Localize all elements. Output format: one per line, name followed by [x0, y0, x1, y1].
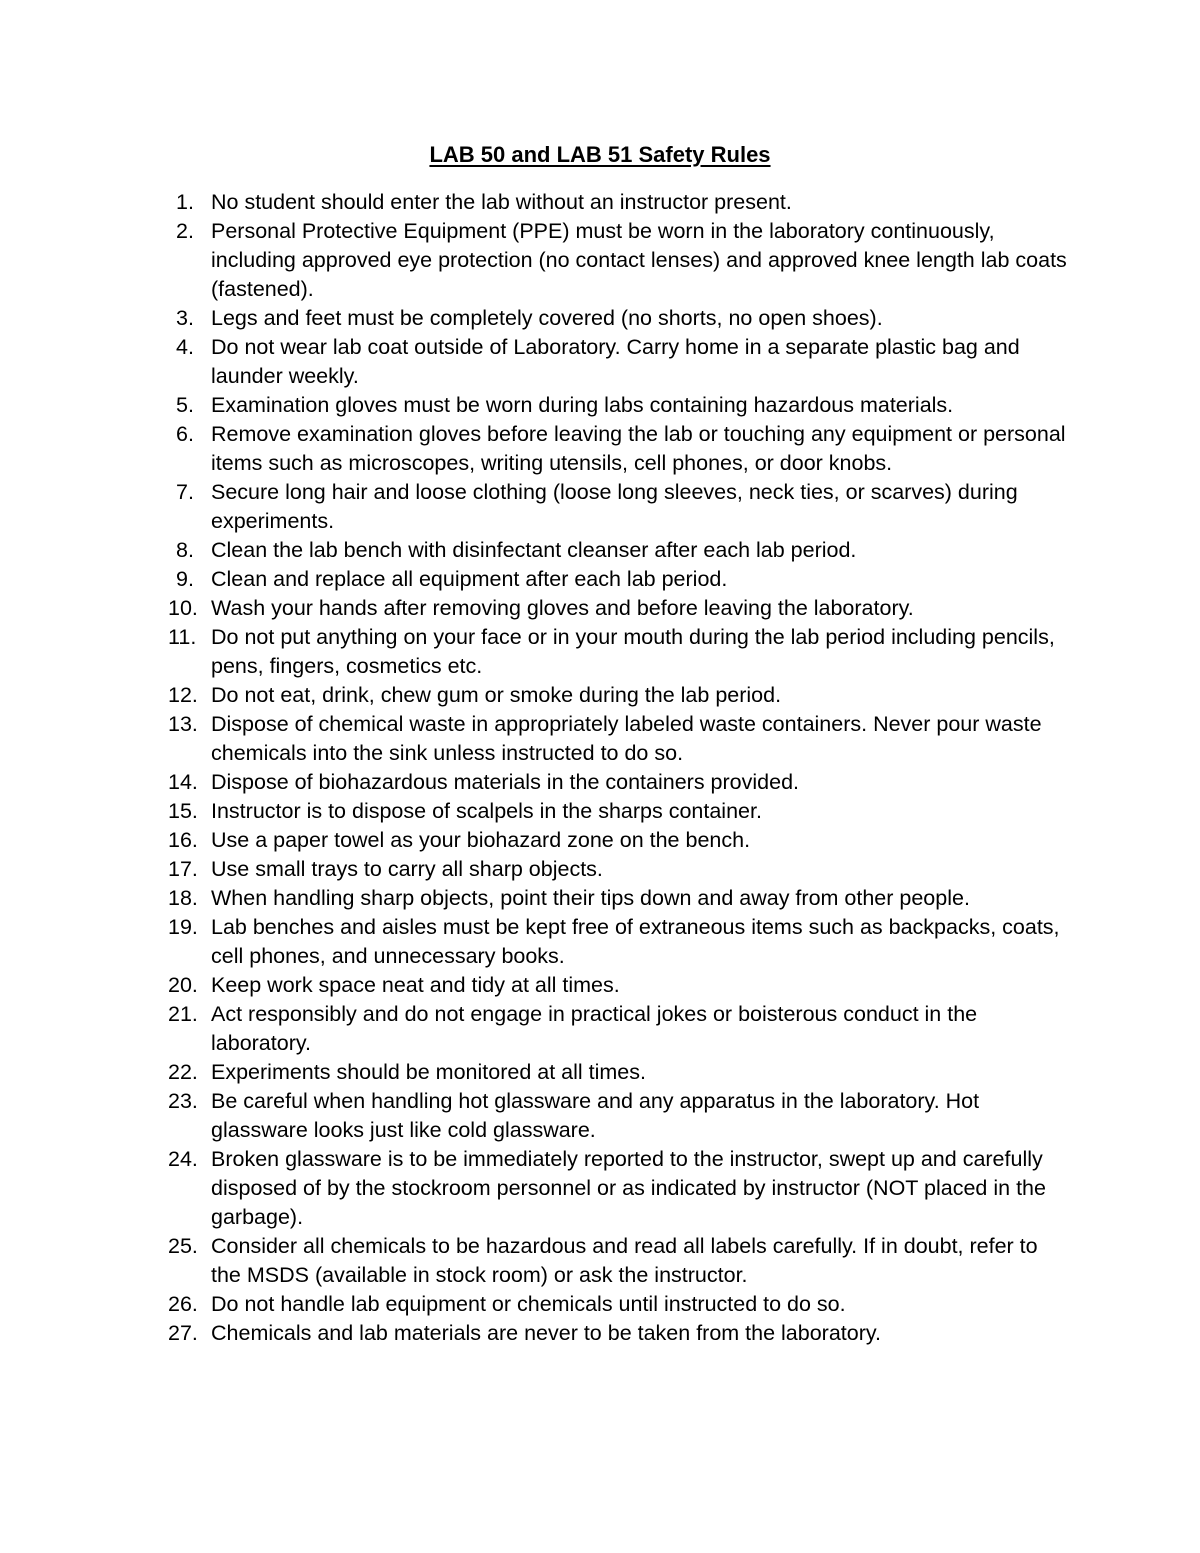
rule-item: [168, 420, 1068, 478]
rule-item: [168, 1232, 1068, 1290]
rule-number: 4.: [176, 335, 194, 359]
rule-number: 20.: [168, 973, 198, 997]
rule-number: 25.: [168, 1234, 198, 1258]
rule-item: [168, 304, 1068, 333]
rule-text: Use a paper towel as your biohazard zone on the bench.: [211, 828, 751, 852]
rule-number: 21.: [168, 1002, 198, 1026]
rule-number: 5.: [176, 393, 194, 417]
rule-number: 13.: [168, 712, 198, 736]
rule-number: 6.: [176, 422, 194, 446]
rule-number: 15.: [168, 799, 198, 823]
rule-text: Do not put anything on your face or in your mouth during the lab period including pencils, pens, fingers, cosmetics etc.: [211, 625, 1055, 678]
rule-item: [168, 623, 1068, 681]
rule-number: 22.: [168, 1060, 198, 1084]
rule-text: Do not handle lab equipment or chemicals until instructed to do so.: [211, 1292, 846, 1316]
rule-number: 1.: [176, 190, 194, 214]
rule-text: Lab benches and aisles must be kept free of extraneous items such as backpacks, coats, cell phones, and unnecessary books.: [211, 915, 1060, 968]
rule-item: [168, 1145, 1068, 1232]
rule-item: [168, 333, 1068, 391]
rule-text: Consider all chemicals to be hazardous and read all labels carefully. If in doubt, refer to the MSDS (available in stock room) or ask the instructor.: [211, 1234, 1038, 1287]
rule-item: [168, 681, 1068, 710]
rule-text: Legs and feet must be completely covered (no shorts, no open shoes).: [211, 306, 883, 330]
rule-number: 19.: [168, 915, 198, 939]
rule-text: Personal Protective Equipment (PPE) must be worn in the laboratory continuously, including approved eye protection (no contact lenses) and approved knee length lab coats (fastened).: [211, 219, 1067, 301]
rule-item: [168, 1319, 1068, 1348]
rule-number: 14.: [168, 770, 198, 794]
rule-item: [168, 884, 1068, 913]
rule-item: [168, 913, 1068, 971]
rule-item: [168, 768, 1068, 797]
rule-item: [168, 565, 1068, 594]
rule-text: Use small trays to carry all sharp objects.: [211, 857, 603, 881]
rule-text: Instructor is to dispose of scalpels in the sharps container.: [211, 799, 762, 823]
rule-item: [168, 710, 1068, 768]
rule-number: 2.: [176, 219, 194, 243]
rule-number: 12.: [168, 683, 198, 707]
rule-item: [168, 971, 1068, 1000]
rule-item: [168, 217, 1068, 304]
rule-number: 3.: [176, 306, 194, 330]
rule-text: Examination gloves must be worn during labs containing hazardous materials.: [211, 393, 954, 417]
rule-item: [168, 594, 1068, 623]
rule-text: Experiments should be monitored at all times.: [211, 1060, 646, 1084]
rule-item: [168, 478, 1068, 536]
rule-item: [168, 391, 1068, 420]
rule-item: [168, 855, 1068, 884]
rule-text: Keep work space neat and tidy at all times.: [211, 973, 620, 997]
rule-number: 26.: [168, 1292, 198, 1316]
rule-text: Do not wear lab coat outside of Laboratory. Carry home in a separate plastic bag and launder weekly.: [211, 335, 1020, 388]
rule-text: Wash your hands after removing gloves and before leaving the laboratory.: [211, 596, 914, 620]
rule-text: Broken glassware is to be immediately reported to the instructor, swept up and carefully disposed of by the stockroom personnel or as indicated by instructor (NOT placed in the garbage).: [211, 1147, 1046, 1229]
rule-number: 11.: [168, 625, 197, 649]
rule-text: Remove examination gloves before leaving the lab or touching any equipment or personal items such as microscopes, writing utensils, cell phones, or door knobs.: [211, 422, 1066, 475]
rule-text: Chemicals and lab materials are never to be taken from the laboratory.: [211, 1321, 882, 1345]
rule-text: Dispose of biohazardous materials in the containers provided.: [211, 770, 799, 794]
rule-item: [168, 188, 1068, 217]
rule-number: 16.: [168, 828, 198, 852]
rule-number: 23.: [168, 1089, 198, 1113]
rule-text: Be careful when handling hot glassware and any apparatus in the laboratory. Hot glassware looks just like cold glassware.: [211, 1089, 980, 1142]
rule-number: 24.: [168, 1147, 198, 1171]
rule-item: [168, 536, 1068, 565]
rule-item: [168, 1290, 1068, 1319]
rule-text: Dispose of chemical waste in appropriately labeled waste containers. Never pour waste chemicals into the sink unless instructed to do so.: [211, 712, 1042, 765]
rule-number: 17.: [168, 857, 198, 881]
rules-list: [168, 188, 1068, 1348]
rule-number: 18.: [168, 886, 198, 910]
document-title: LAB 50 and LAB 51 Safety Rules: [429, 142, 771, 167]
rule-number: 8.: [176, 538, 194, 562]
rule-number: 10.: [168, 596, 198, 620]
rule-item: [168, 797, 1068, 826]
rule-item: [168, 1058, 1068, 1087]
rule-number: 27.: [168, 1321, 198, 1345]
rule-item: [168, 1087, 1068, 1145]
rule-item: [168, 1000, 1068, 1058]
rule-text: Act responsibly and do not engage in practical jokes or boisterous conduct in the laboratory.: [211, 1002, 978, 1055]
rule-text: When handling sharp objects, point their tips down and away from other people.: [211, 886, 970, 910]
rule-text: Do not eat, drink, chew gum or smoke during the lab period.: [211, 683, 782, 707]
rule-text: Clean the lab bench with disinfectant cleanser after each lab period.: [211, 538, 857, 562]
rule-item: [168, 826, 1068, 855]
rule-number: 9.: [176, 567, 194, 591]
rule-text: No student should enter the lab without an instructor present.: [211, 190, 792, 214]
rule-number: 7.: [176, 480, 194, 504]
rule-text: Clean and replace all equipment after each lab period.: [211, 567, 728, 591]
rule-text: Secure long hair and loose clothing (loose long sleeves, neck ties, or scarves) during experiments.: [211, 480, 1018, 533]
